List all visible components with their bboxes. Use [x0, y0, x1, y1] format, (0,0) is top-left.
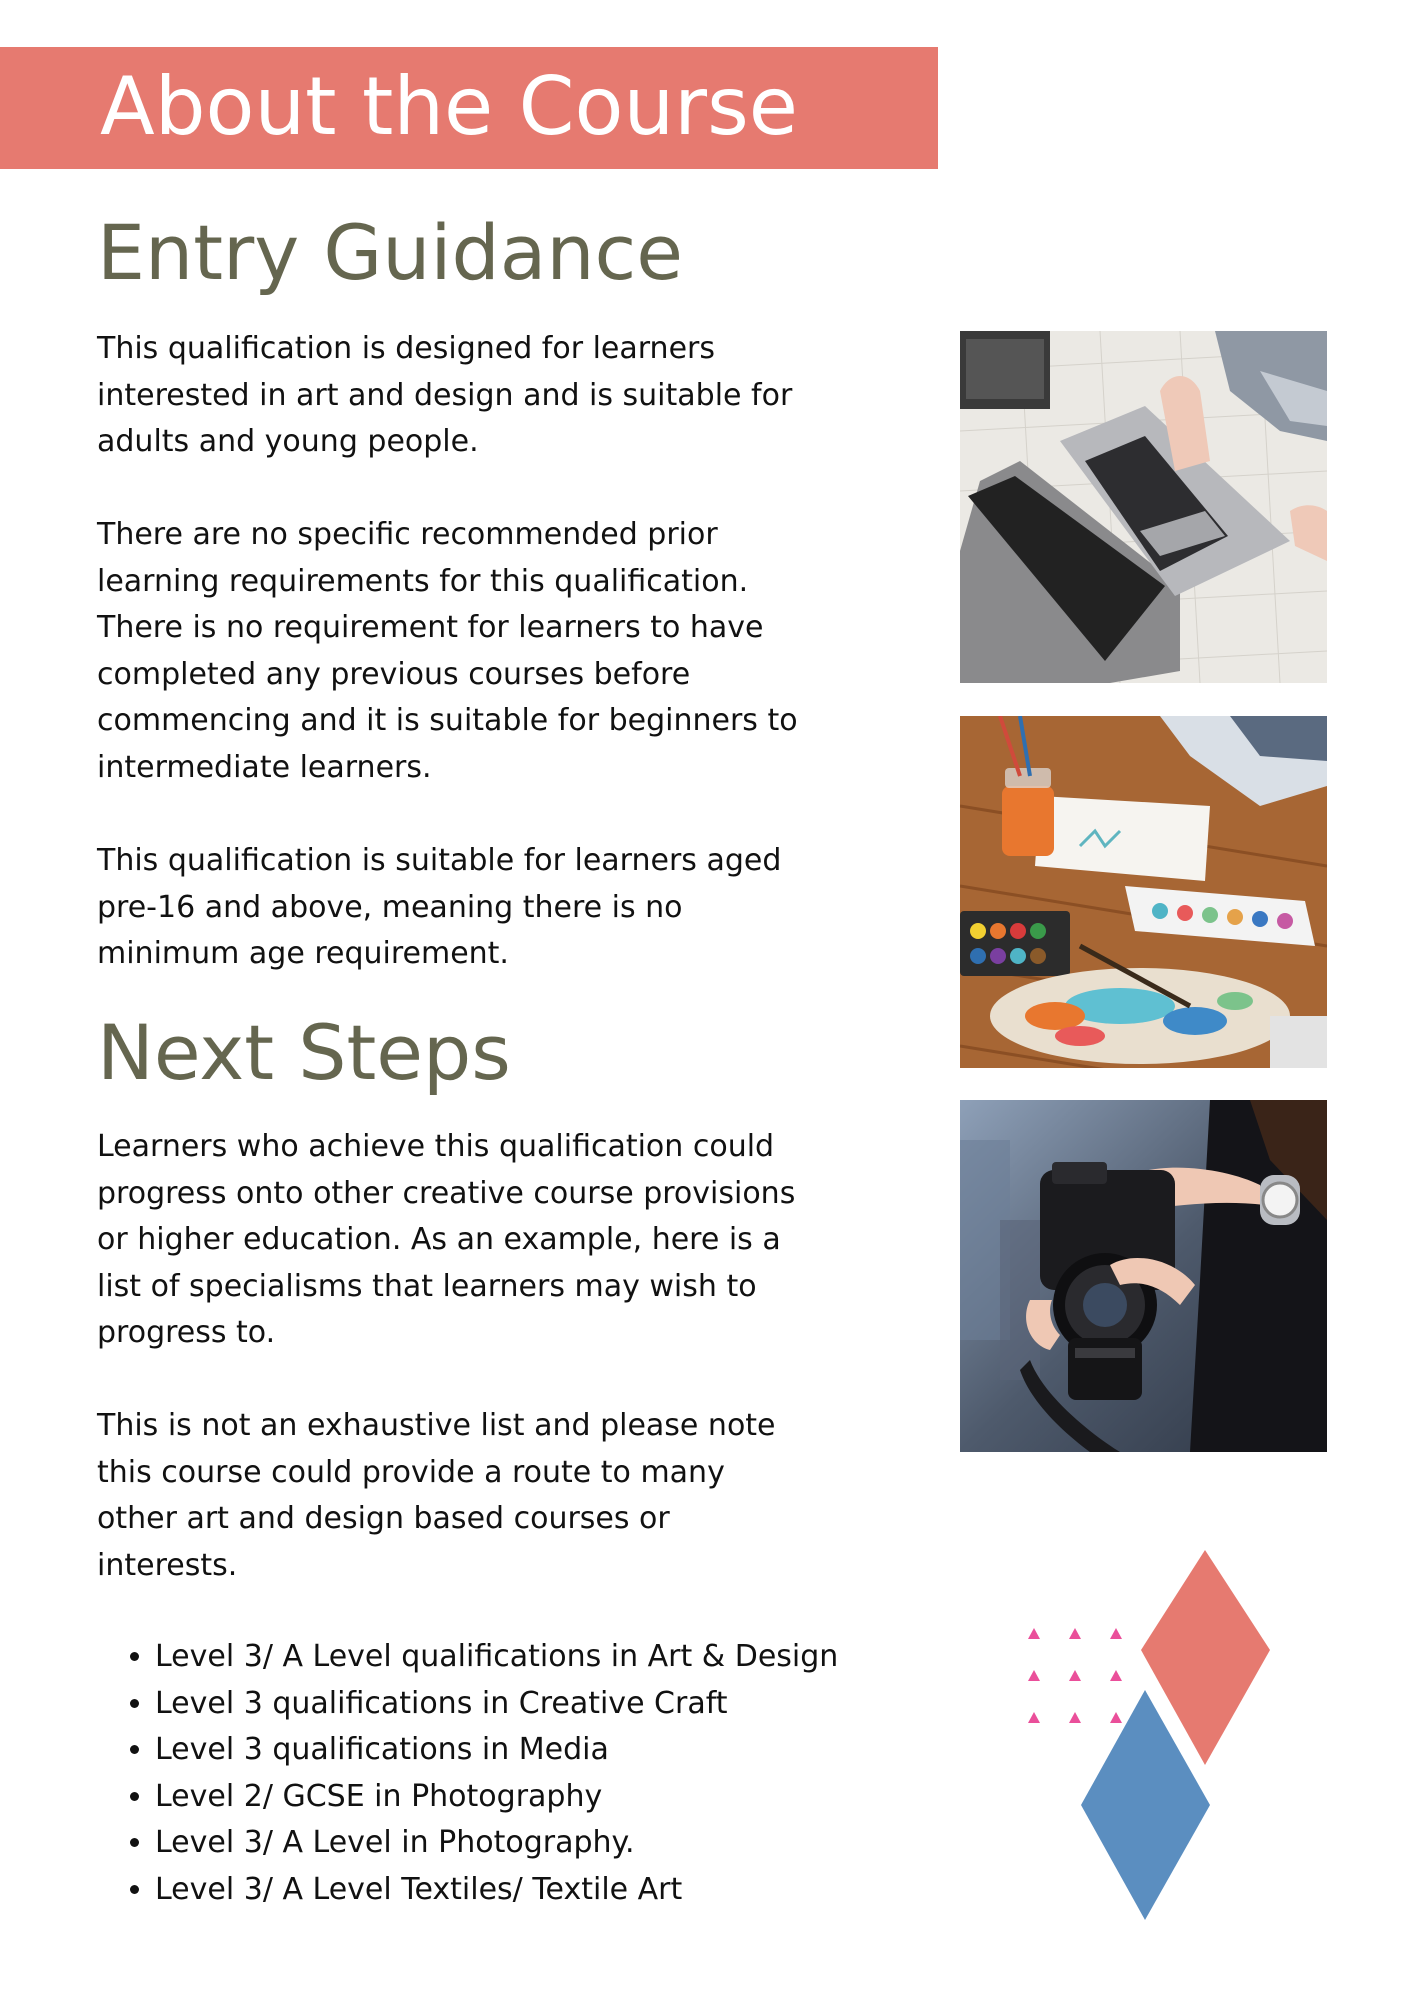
next-paragraph-2: This is not an exhaustive list and please note this course could provide a route to many other art and design based courses or interests. [97, 1408, 776, 1583]
list-item: • Level 2/ GCSE in Photography [155, 1774, 875, 1821]
list-item: • Level 3 qualifications in Media [155, 1727, 875, 1774]
entry-guidance-heading: Entry Guidance [97, 208, 684, 297]
painting-photo [960, 716, 1327, 1068]
list-item: • Level 3/ A Level qualifications in Art & Design [155, 1634, 875, 1681]
next-steps-heading: Next Steps [97, 1008, 511, 1097]
specialisms-list [97, 1634, 875, 1913]
title-banner [0, 47, 938, 169]
decorative-shapes [1000, 1540, 1300, 1920]
laptop-photo [960, 331, 1327, 683]
list-item: • Level 3 qualifications in Creative Craft [155, 1681, 875, 1728]
list-item: • Level 3/ A Level in Photography. [155, 1820, 875, 1867]
entry-paragraph-2: There are no specific recommended prior learning requirements for this qualification. There is no requirement for learners to have completed any previous courses before commencing and it is suitable for beginners to intermediate learners. [97, 517, 798, 785]
entry-paragraph-3: This qualification is suitable for learners aged pre-16 and above, meaning there is no minimum age requirement. [97, 843, 782, 971]
page-title: About the Course [100, 60, 798, 153]
camera-photo [960, 1100, 1327, 1452]
entry-paragraph-1: This qualification is designed for learners interested in art and design and is suitable for adults and young people. [97, 331, 793, 459]
next-paragraph-1: Learners who achieve this qualification could progress onto other creative course provisions or higher education. As an example, here is a list of specialisms that learners may wish to progress to. [97, 1129, 796, 1350]
pink-triangles [1028, 1628, 1122, 1723]
list-item: • Level 3/ A Level Textiles/ Textile Art [155, 1867, 875, 1914]
